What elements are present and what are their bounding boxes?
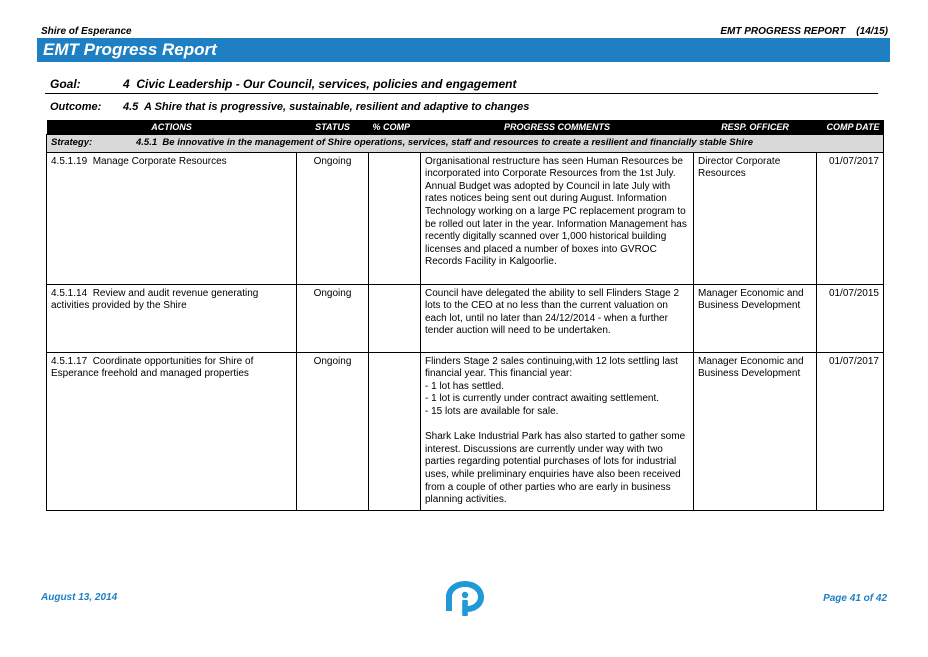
comment-line: Flinders Stage 2 sales continuing,with 12 lots settling last financial year. This financial year: bbox=[425, 355, 678, 380]
col-header-officer: RESP. OFFICER bbox=[694, 120, 817, 135]
comment-line: Council have delegated the ability to sell Flinders Stage 2 lots to the CEO at no less than the current valuation on each lot, until no later than 24/12/2014 - when a further tender auction will need to be undertaken. bbox=[425, 287, 680, 337]
page-title: EMT Progress Report bbox=[43, 40, 217, 59]
comp-cell bbox=[369, 284, 421, 352]
title-banner bbox=[37, 38, 890, 62]
date-cell: 01/07/2017 bbox=[817, 352, 884, 510]
progress-table bbox=[46, 120, 884, 511]
info-i-logo-icon bbox=[443, 578, 487, 618]
col-header-status: STATUS bbox=[297, 120, 369, 135]
strategy-text: 4.5.1 Be innovative in the management of Shire operations, services, staff and resources to create a resilient and financially stable Shire bbox=[136, 137, 754, 148]
comments-cell bbox=[421, 284, 694, 352]
outcome-text: 4.5 A Shire that is progressive, sustainable, resilient and adaptive to changes bbox=[123, 101, 530, 113]
date-cell: 01/07/2015 bbox=[817, 284, 884, 352]
strategy-row bbox=[47, 135, 884, 153]
outcome-row bbox=[50, 101, 529, 113]
comment-line: Organisational restructure has seen Human Resources be incorporated into Corporate Resources from the 1st July. Annual Budget was adopted by Council in late July with rates notices being sent out during August. Information Technology working on a large PC replacement program to be rolled out later in the year. Information Management has recently digitally scanned over 1,000 historical building licenses and placed a number of boxes into GVROC Records Facility in Kalgoorlie. bbox=[425, 155, 687, 268]
date-cell: 01/07/2017 bbox=[817, 152, 884, 284]
col-header-date: COMP DATE bbox=[817, 120, 884, 135]
comment-line: - 15 lots are available for sale. bbox=[425, 405, 559, 417]
action-cell: 4.5.1.19 Manage Corporate Resources bbox=[47, 152, 297, 284]
report-label: EMT PROGRESS REPORT (14/15) bbox=[720, 26, 888, 37]
comment-line: - 1 lot has settled. bbox=[425, 380, 504, 392]
col-header-comments: PROGRESS COMMENTS bbox=[421, 120, 694, 135]
col-header-comp: % COMP bbox=[369, 120, 421, 135]
outcome-label: Outcome: bbox=[50, 101, 102, 113]
officer-cell: Manager Economic and Business Development bbox=[694, 352, 817, 510]
table-header-row bbox=[47, 120, 884, 135]
page-number: Page 41 of 42 bbox=[823, 593, 887, 604]
action-cell: 4.5.1.14 Review and audit revenue generating activities provided by the Shire bbox=[47, 284, 297, 352]
table-row bbox=[47, 352, 884, 510]
goal-text: 4 Civic Leadership - Our Council, services, policies and engagement bbox=[123, 77, 517, 91]
action-cell: 4.5.1.17 Coordinate opportunities for Shire of Esperance freehold and managed properties bbox=[47, 352, 297, 510]
status-cell: Ongoing bbox=[297, 352, 369, 510]
goal-row bbox=[50, 77, 516, 91]
officer-cell: Manager Economic and Business Development bbox=[694, 284, 817, 352]
goal-label: Goal: bbox=[50, 77, 81, 91]
report-date: August 13, 2014 bbox=[41, 592, 118, 603]
divider bbox=[45, 93, 878, 94]
status-cell: Ongoing bbox=[297, 284, 369, 352]
organisation-name: Shire of Esperance bbox=[41, 26, 132, 37]
comp-cell bbox=[369, 352, 421, 510]
col-header-actions: ACTIONS bbox=[47, 120, 297, 135]
strategy-cell bbox=[47, 135, 884, 153]
table-row bbox=[47, 152, 884, 284]
comments-cell bbox=[421, 352, 694, 510]
status-cell: Ongoing bbox=[297, 152, 369, 284]
strategy-label: Strategy: bbox=[51, 137, 93, 148]
table-row bbox=[47, 284, 884, 352]
comment-line: Shark Lake Industrial Park has also started to gather some interest. Discussions are currently under way with two parties regarding potential purchases of lots for industrial uses, while preliminary enquiries have also been received from a couple of other parties who are early in business planning activities. bbox=[425, 431, 686, 506]
comment-line: - 1 lot is currently under contract awaiting settlement. bbox=[425, 393, 659, 405]
comments-cell bbox=[421, 152, 694, 284]
comp-cell bbox=[369, 152, 421, 284]
officer-cell: Director Corporate Resources bbox=[694, 152, 817, 284]
comment-spacer bbox=[425, 419, 689, 432]
